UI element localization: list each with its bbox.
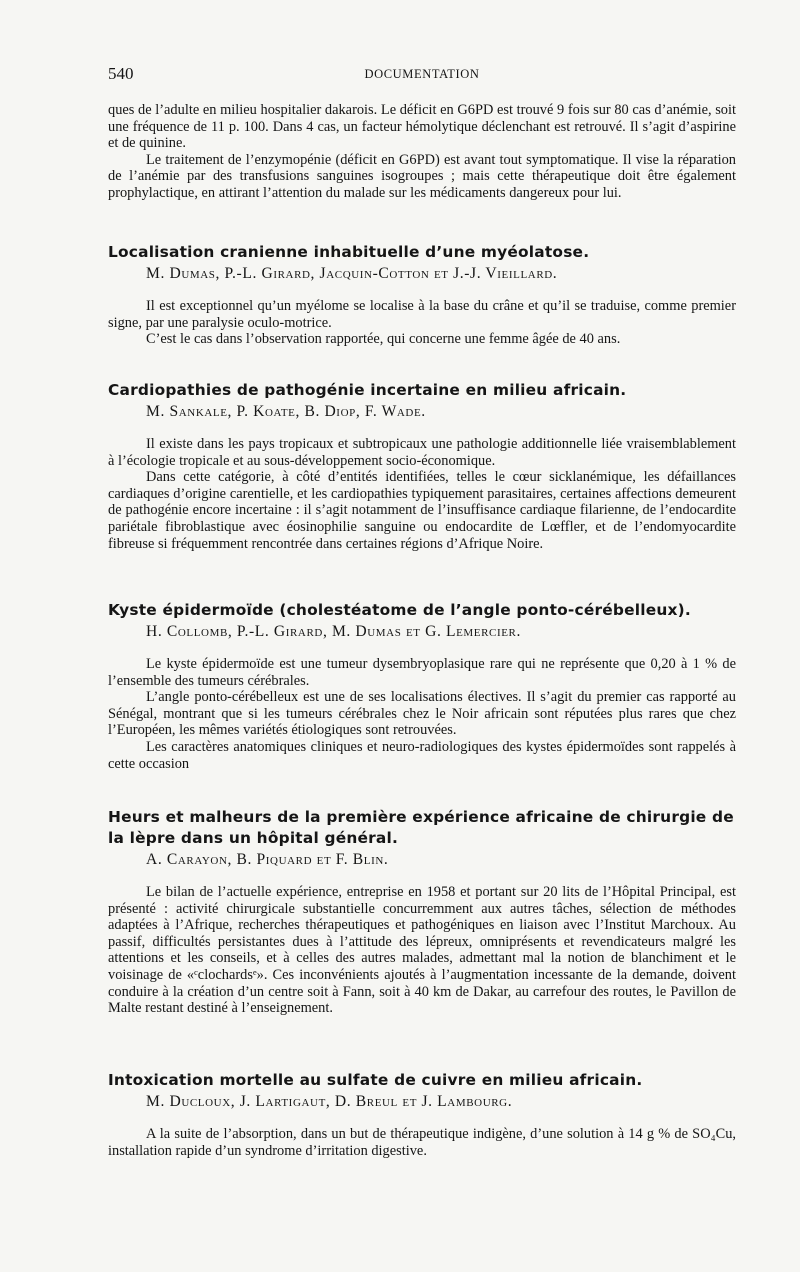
page-header [108,64,736,86]
article-authors: M. Sankale, P. Koate, B. Diop, F. Wade. [146,403,426,420]
article-body [108,1126,736,1159]
article-paragraph: A la suite de l’absorption, dans un but de thérapeutique indigène, d’une solution à 14 g % de SO₄Cu, installation rapide d’un syndrome d’irritation digestive. [108,1126,736,1159]
article-paragraph: Il existe dans les pays tropicaux et subtropicaux une pathologie additionnelle liée vraisemblablement à l’écologie tropicale et au sous-développement socio-économique. [108,436,736,469]
intro-paragraph: Le traitement de l’enzymopénie (déficit en G6PD) est avant tout symptomatique. Il vise la réparation de l’anémie par des transfusions sanguines isogroupes ; mais cette thérapeutique doit être également prophylactique, en attirant l’attention du malade sur les médicaments dangereux pour lui. [108,151,736,201]
article-authors: M. Dumas, P.-L. Girard, Jacquin-Cotton et J.-J. Vieillard. [146,265,558,282]
article-intoxication [108,1070,736,1159]
article-paragraph: Le bilan de l’actuelle expérience, entreprise en 1958 et portant sur 20 lits de l’Hôpital Principal, est présenté : activité chirurgicale substantielle concurremment aux autres tâches, sélection de méthodes adaptées à l’Afrique, recherches thérapeutiques et pathogéniques en liaison avec l’Institut Marchoux. Au passif, difficultés persistantes dues à l’attitude des lépreux, omniprésents et revendicateurs malgré les attentions et les conseils, et à celles des autres malades, admettant mal la notion de blanchiment et le voisinage de «ᶜclochardsᵉ». Ces inconvénients ajoutés à l’augmentation incessante de la demande, doivent conduire à la création d’un centre soit à Fann, soit à 40 km de Dakar, au carrefour des routes, le Pavillon de Malte restant destiné à l’enseignement. [108,884,736,1017]
article-paragraph: Il est exceptionnel qu’un myélome se localise à la base du crâne et qu’il se traduise, comme premier signe, par une paralysie oculo-motrice. [108,298,736,331]
article-title: Localisation cranienne inhabituelle d’une myéolatose. [108,243,590,261]
article-paragraph: Dans cette catégorie, à côté d’entités identifiées, telles le cœur sicklanémique, les défaillances cardiaques d’origine carentielle, et les cardiopathies typiquement parasitaires, certaines affections demeurent de pathogénie encore incertaine : il s’agit notamment de l’insuffisance cardiaque filarienne, de l’endocardite pariétale fibroblastique avec éosinophilie sanguine ou endocardite de Lœffler, et de l’endomyocardite fibreuse si fréquemment rencontrée dans certaines régions d’Afrique Noire. [108,469,736,552]
article-title: Cardiopathies de pathogénie incertaine en milieu africain. [108,381,627,399]
article-myelome [108,242,736,348]
article-paragraph: L’angle ponto-cérébelleux est une de ses localisations électives. Il s’agit du premier cas rapporté au Sénégal, montrant que si les tumeurs cérébrales chez le Noir africain sont réputées plus rares que chez l’Européen, les mêmes variétés étiologiques sont retrouvées. [108,689,736,739]
article-authors: H. Collomb, P.-L. Girard, M. Dumas et G. Lemercier. [146,623,521,640]
article-title: Heurs et malheurs de la première expérience africaine de chirurgie de la lèpre dans un hôpital général. [108,808,734,847]
article-lepre [108,807,736,1017]
intro-block [108,102,736,202]
page-number: 540 [108,64,134,83]
article-body [108,656,736,772]
article-paragraph: C’est le cas dans l’observation rapportée, qui concerne une femme âgée de 40 ans. [146,331,621,348]
article-title: Kyste épidermoïde (cholestéatome de l’angle ponto-cérébelleux). [108,601,691,619]
article-paragraph: Le kyste épidermoïde est une tumeur dysembryoplasique rare qui ne représente que 0,20 à 1 % de l’ensemble des tumeurs cérébrales. [108,656,736,689]
running-title: DOCUMENTATION [364,67,480,81]
article-authors: A. Carayon, B. Piquard et F. Blin. [146,851,389,868]
intro-paragraph: ques de l’adulte en milieu hospitalier dakarois. Le déficit en G6PD est trouvé 9 fois sur 80 cas d’anémie, soit une fréquence de 11 p. 100. Dans 4 cas, un facteur hémolytique déclenchant est retrouvé. Il s’agit d’aspirine et de quinine. [108,102,736,152]
article-paragraph: Les caractères anatomiques cliniques et neuro-radiologiques des kystes épidermoïdes sont rappelés à cette occasion [108,738,736,772]
article-title: Intoxication mortelle au sulfate de cuivre en milieu africain. [108,1071,643,1089]
article-body [108,298,736,348]
article-cardiopathies [108,380,736,552]
article-body [108,436,736,552]
article-body [108,884,736,1017]
article-kyste [108,600,736,772]
article-authors: M. Ducloux, J. Lartigaut, D. Breul et J. Lambourg. [146,1093,513,1110]
